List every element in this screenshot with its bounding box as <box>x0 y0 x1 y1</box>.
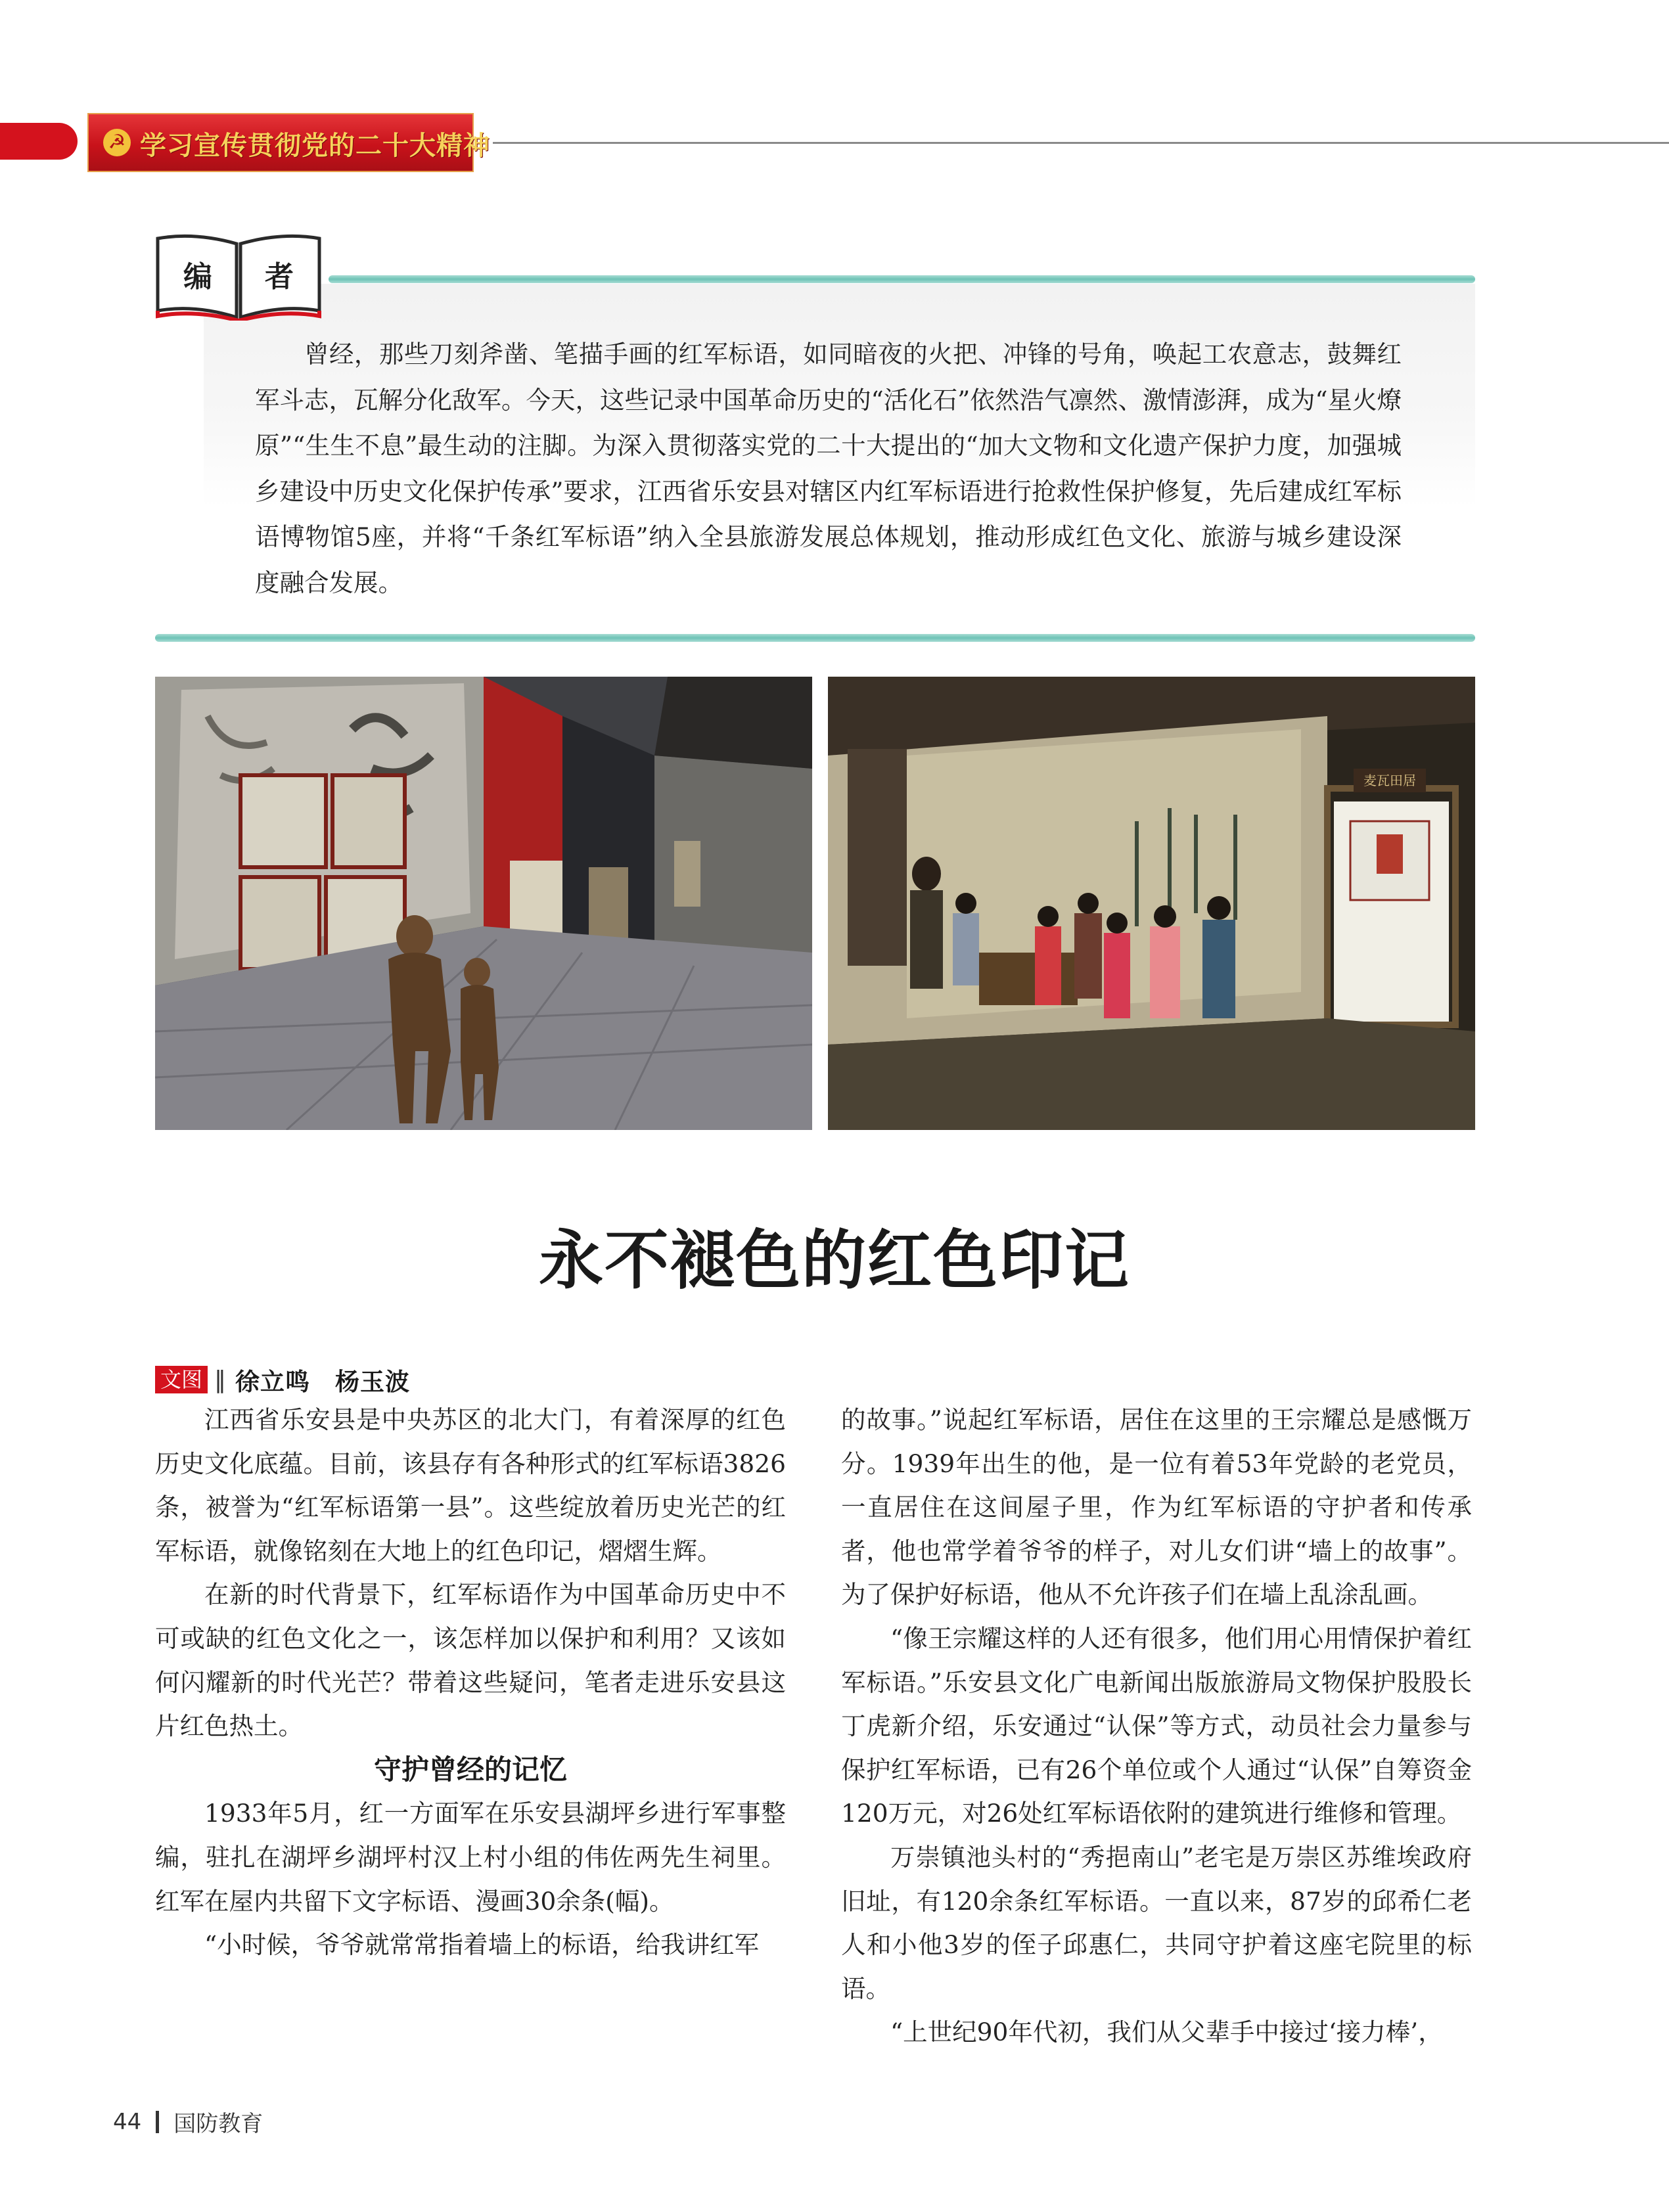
editor-note-text: 曾经，那些刀刻斧凿、笔描手画的红军标语，如同暗夜的火把、冲锋的号角，唤起工农意志，鼓舞红军斗志，瓦解分化敌军。今天，这些记录中国革命历史的“活化石”依然浩气凛然、激情澎湃，成为“星火燎原”“生生不息”最生动的注脚。为深入贯彻落实党的二十大提出的“加大文物和文化遗产保护力度，加强城乡建设中历史文化保护传承”要求，江西省乐安县对辖区内红军标语进行抢救性保护修复，先后建成红军标语博物馆5座，并将“千条红军标语”纳入全县旅游发展总体规划，推动形成红色文化、旅游与城乡建设深度融合发展。 <box>255 340 1402 597</box>
byline-authors: 徐立鸣 杨玉波 <box>235 1368 411 1396</box>
body-paragraph: “小时候，爷爷就常常指着墙上的标语，给我讲红军 <box>204 1930 760 1960</box>
editor-note-bottom-rule <box>155 634 1475 642</box>
editor-label-right: 者 <box>265 260 294 294</box>
page-footer <box>113 2106 263 2138</box>
header-divider <box>493 142 1669 144</box>
children-visiting-photo <box>828 677 1475 1130</box>
header-red-tab <box>0 123 78 160</box>
body-paragraph: “像王宗耀这样的人还有很多，他们用心用情保护着红军标语。”乐安县文化广电新闻出版旅游局文物保护股股长丁虎新介绍，乐安通过“认保”等方式，动员社会力量参与保护红军标语，已有26个单位或个人通过“认保”自筹资金120万元，对26处红军标语依附的建筑进行维修和管理。 <box>841 1623 1472 1828</box>
article-title: 永不褪色的红色印记 <box>538 1223 1130 1298</box>
body-paragraph: 万崇镇池头村的“秀挹南山”老宅是万崇区苏维埃政府旧址，有120余条红军标语。一直以来，87岁的邱希仁老人和小他3岁的侄子邱惠仁，共同守护着这座宅院里的标语。 <box>841 1842 1472 2003</box>
section-subheading: 守护曾经的记忆 <box>373 1753 567 1786</box>
byline-separator: ‖ <box>214 1366 227 1393</box>
body-paragraph: 1933年5月，红一方面军在乐安县湖坪乡进行军事整编，驻扎在湖坪乡湖坪村汉上村小组的伟佐两先生祠里。红军在屋内共留下文字标语、漫画30余条(幅)。 <box>155 1799 786 1916</box>
banner-title: 学习宣传贯彻党的二十大精神 <box>140 130 490 161</box>
body-paragraph: 的故事。”说起红军标语，居住在这里的王宗耀总是感慨万分。1939年出生的他，是一位有着53年党龄的老党员，一直居住在这间屋子里，作为红军标语的守护者和传承者，他也常学着爷爷的样子，对儿女们讲“墙上的故事”。为了保护好标语，他从不允许孩子们在墙上乱涂乱画。 <box>841 1405 1472 1610</box>
magazine-name: 国防教育 <box>173 2111 263 2137</box>
editor-note-top-rule <box>329 275 1475 283</box>
editor-book-icon <box>155 233 322 321</box>
body-paragraph: 江西省乐安县是中央苏区的北大门，有着深厚的红色历史文化底蕴。目前，该县存有各种形式的红军标语3826条，被誉为“红军标语第一县”。这些绽放着历史光芒的红军标语，就像铭刻在大地上的红色印记，熠熠生辉。 <box>155 1405 786 1566</box>
editor-label-left: 编 <box>183 260 212 294</box>
footer-divider <box>156 2111 159 2133</box>
body-paragraph: “上世纪90年代初，我们从父辈手中接过‘接力棒’， <box>890 2018 1443 2047</box>
plaque-text: 麦瓦田居 <box>1363 773 1416 788</box>
page-number: 44 <box>113 2108 142 2135</box>
museum-exhibit-photo <box>155 677 812 1130</box>
body-paragraph: 在新的时代背景下，红军标语作为中国革命历史中不可或缺的红色文化之一，该怎样加以保护和利用？又该如何闪耀新的时代光芒？带着这些疑问，笔者走进乐安县这片红色热土。 <box>155 1580 786 1741</box>
article-column-left <box>155 1398 786 1967</box>
byline-tag: 文图 <box>155 1366 208 1393</box>
column-banner <box>87 113 490 172</box>
article-column-right <box>841 1398 1472 2054</box>
byline <box>155 1365 410 1395</box>
party-emblem-icon: ☭ <box>103 129 131 156</box>
